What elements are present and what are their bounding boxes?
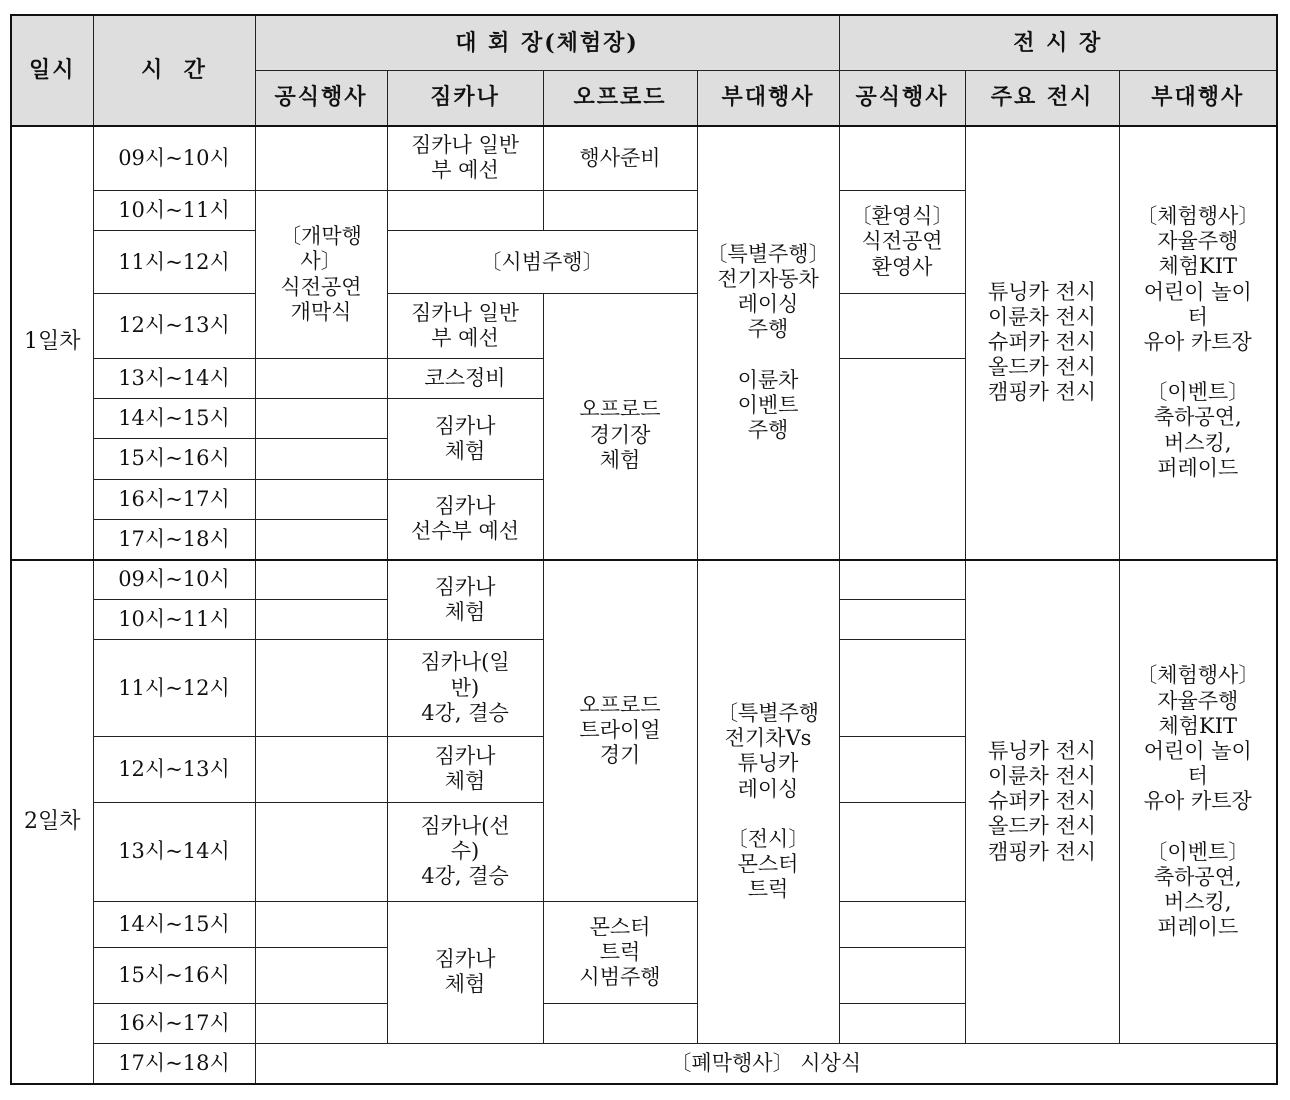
day2-label: 2일차 [11,560,93,1085]
official-empty [255,479,387,519]
official-empty [255,399,387,439]
exhibit-official-empty [839,1004,965,1044]
header-venue-gymkhana: 짐카나 [387,70,543,125]
official-empty [255,560,387,600]
gymkhana-cell: 짐카나 선수부 예선 [387,479,543,559]
header-exhibition: 전 시 장 [839,15,1277,70]
gymkhana-cell: 코스정비 [387,359,543,399]
exhibit-official-empty [839,736,965,802]
official-empty [255,519,387,559]
gymkhana-empty [387,191,543,231]
gymkhana-cell: 짐카나 체험 [387,399,543,479]
official-empty [255,439,387,479]
time-cell: 10시~11시 [93,600,255,640]
closing-ceremony-cell: 〔폐막행사〕 시상식 [255,1044,1277,1084]
gymkhana-cell: 짐카나(선 수) 4강, 결승 [387,803,543,901]
official-empty [255,600,387,640]
offroad-cell: 오프로드 경기장 체험 [543,293,697,559]
time-cell: 11시~12시 [93,640,255,736]
main-exhibit-cell: 튜닝카 전시 이륜차 전시 슈퍼카 전시 올드카 전시 캠핑카 전시 [965,560,1119,1044]
time-cell: 13시~14시 [93,359,255,399]
time-cell: 14시~15시 [93,399,255,439]
header-venue: 대 회 장(체험장) [255,15,839,70]
time-cell: 09시~10시 [93,560,255,600]
exhibit-side-cell: 〔체험행사〕 자율주행 체험KIT 어린이 놀이 터 유아 카트장 〔이벤트〕 축하공연, 버스킹, 퍼레이드 [1119,126,1277,560]
official-empty [255,736,387,802]
day1-label: 1일차 [11,126,93,560]
time-cell: 15시~16시 [93,439,255,479]
time-cell: 10시~11시 [93,191,255,231]
official-opening-cell: 〔개막행사〕 식전공연 개막식 [255,191,387,359]
time-cell: 12시~13시 [93,293,255,358]
offroad-cell: 몬스터 트럭 시범주행 [543,901,697,1003]
official-empty [255,947,387,1003]
time-cell: 09시~10시 [93,126,255,191]
header-venue-official: 공식행사 [255,70,387,125]
header-date: 일시 [11,15,93,126]
header-exhibit-official: 공식행사 [839,70,965,125]
exhibit-official-empty [839,600,965,640]
main-exhibit-cell: 튜닝카 전시 이륜차 전시 슈퍼카 전시 올드카 전시 캠핑카 전시 [965,126,1119,560]
offroad-cell: 행사준비 [543,126,697,191]
schedule-table [10,14,1278,1085]
gymkhana-cell: 짐카나 체험 [387,560,543,640]
header-venue-side: 부대행사 [697,70,839,125]
offroad-cell: 오프로드 트라이얼 경기 [543,560,697,902]
header-venue-offroad: 오프로드 [543,70,697,125]
gymkhana-cell: 짐카나 일반 부 예선 [387,126,543,191]
official-empty [255,359,387,399]
gymkhana-cell: 짐카나(일 반) 4강, 결승 [387,640,543,736]
exhibit-official-cell: 〔환영식〕 식전공연 환영사 [839,191,965,293]
official-empty [255,640,387,736]
exhibit-official-empty [839,640,965,736]
offroad-empty [543,1004,697,1044]
gymkhana-cell: 짐카나 일반 부 예선 [387,293,543,358]
time-cell: 11시~12시 [93,231,255,293]
time-cell: 17시~18시 [93,519,255,559]
exhibit-official-empty [839,803,965,901]
side-events-cell: 〔특별주행 전기차Vs 튜닝카 레이싱 〔전시〕 몬스터 트럭 [697,560,839,1044]
header-exhibit-side: 부대행사 [1119,70,1277,125]
gymkhana-cell: 짐카나 체험 [387,901,543,1044]
exhibit-official-empty [839,901,965,947]
official-empty [255,803,387,901]
header-exhibit-main: 주요 전시 [965,70,1119,125]
header-time: 시 간 [93,15,255,126]
time-cell: 12시~13시 [93,736,255,802]
exhibit-side-cell: 〔체험행사〕 자율주행 체험KIT 어린이 놀이 터 유아 카트장 〔이벤트〕 축하공연, 버스킹, 퍼레이드 [1119,560,1277,1044]
side-events-cell: 〔특별주행〕 전기자동차 레이싱 주행 이륜차 이벤트 주행 [697,126,839,560]
time-cell: 14시~15시 [93,901,255,947]
time-cell: 17시~18시 [93,1044,255,1084]
exhibit-official-empty [839,126,965,191]
official-empty [255,1004,387,1044]
offroad-empty [543,191,697,231]
time-cell: 15시~16시 [93,947,255,1003]
time-cell: 13시~14시 [93,803,255,901]
demo-run-cell: 〔시범주행〕 [387,231,697,293]
exhibit-official-empty [839,293,965,358]
exhibit-official-empty [839,560,965,600]
exhibit-official-empty [839,947,965,1003]
official-empty [255,901,387,947]
exhibit-official-empty [839,359,965,560]
time-cell: 16시~17시 [93,479,255,519]
time-cell: 16시~17시 [93,1004,255,1044]
gymkhana-cell: 짐카나 체험 [387,736,543,802]
official-empty [255,126,387,191]
